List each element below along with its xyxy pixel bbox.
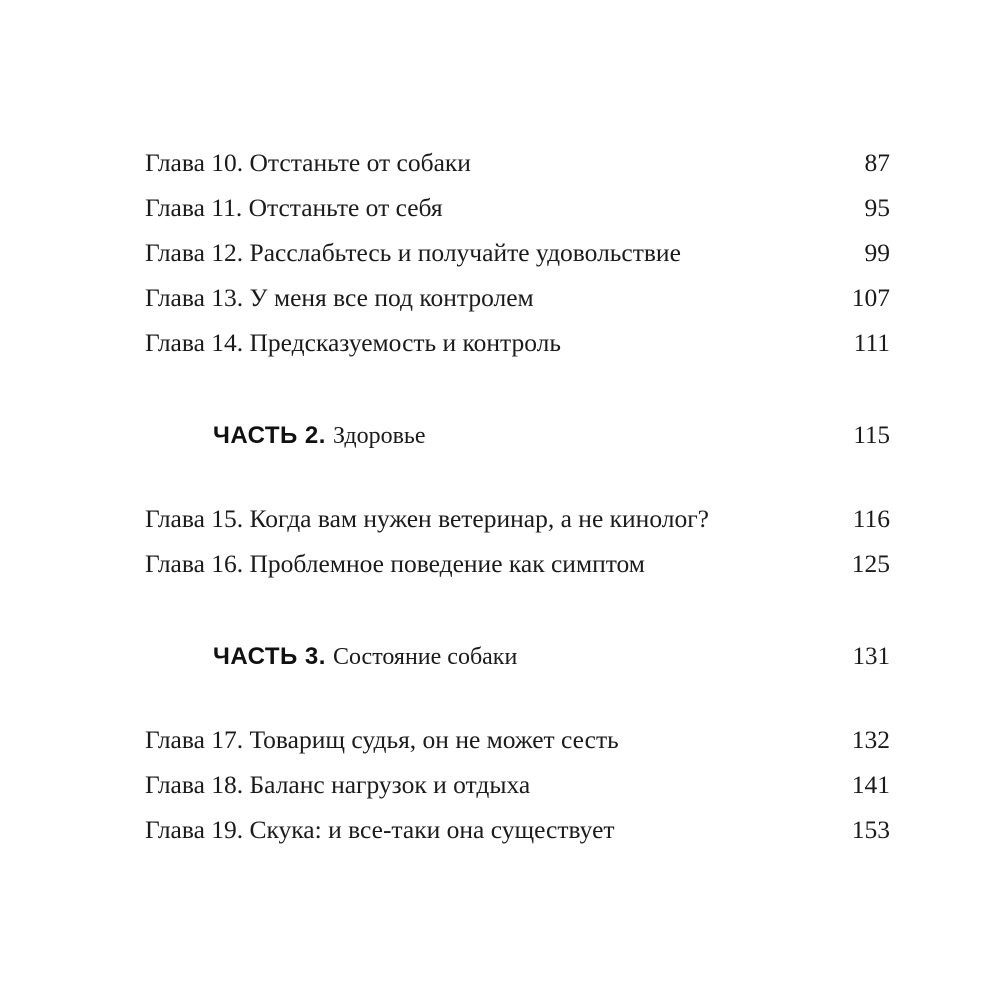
toc-entry[interactable] xyxy=(145,717,890,762)
toc-entry-page: 107 xyxy=(851,283,890,312)
toc-part-title: ЧАСТЬ 3. xyxy=(213,643,326,670)
toc-part-label xyxy=(213,413,426,459)
toc-entry-page: 141 xyxy=(851,770,890,799)
toc-entry-label: Глава 19. Скука: и все-таки она существует xyxy=(145,815,615,844)
toc-entry[interactable] xyxy=(145,185,890,230)
toc-entry-page: 99 xyxy=(864,238,890,267)
section-spacer xyxy=(145,586,890,634)
toc-entry-label: Глава 10. Отстаньте от собаки xyxy=(145,148,471,177)
toc-entry-label: Глава 17. Товарищ судья, он не может сесть xyxy=(145,725,619,754)
toc-entry-label: Глава 11. Отстаньте от себя xyxy=(145,193,443,222)
toc-entry-label: Глава 15. Когда вам нужен ветеринар, а не кинолог? xyxy=(145,504,709,533)
toc-entry-label: Глава 14. Предсказуемость и контроль xyxy=(145,328,562,357)
toc-part-title: ЧАСТЬ 2. xyxy=(213,422,326,449)
section-spacer xyxy=(145,365,890,413)
section-spacer xyxy=(145,458,890,496)
table-of-contents xyxy=(145,140,890,852)
toc-part-name: Здоровье xyxy=(332,423,426,449)
toc-entry-page: 132 xyxy=(851,725,890,754)
toc-entry[interactable] xyxy=(145,140,890,185)
toc-entry-page: 111 xyxy=(853,328,890,357)
toc-part-heading[interactable] xyxy=(145,634,890,679)
toc-entry-label: Глава 12. Расслабьтесь и получайте удовольствие xyxy=(145,238,681,267)
toc-part-page: 131 xyxy=(852,643,890,670)
toc-entry-label: Глава 18. Баланс нагрузок и отдыха xyxy=(145,770,531,799)
toc-entry[interactable] xyxy=(145,541,890,586)
toc-entry-page: 125 xyxy=(851,549,890,578)
section-spacer xyxy=(145,679,890,717)
toc-entry-page: 116 xyxy=(852,504,890,533)
toc-entry-page: 87 xyxy=(864,148,890,177)
toc-entry[interactable] xyxy=(145,496,890,541)
toc-entry[interactable] xyxy=(145,230,890,275)
toc-entry-label: Глава 13. У меня все под контролем xyxy=(145,283,534,312)
toc-entry-page: 95 xyxy=(864,193,890,222)
toc-entry-page: 153 xyxy=(851,815,890,844)
toc-entry[interactable] xyxy=(145,320,890,365)
toc-part-heading[interactable] xyxy=(145,413,890,458)
toc-entry[interactable] xyxy=(145,807,890,852)
toc-part-page: 115 xyxy=(853,422,890,449)
toc-part-name: Состояние собаки xyxy=(332,644,518,670)
toc-entry-label: Глава 16. Проблемное поведение как симптом xyxy=(145,549,645,578)
toc-entry[interactable] xyxy=(145,762,890,807)
toc-entry[interactable] xyxy=(145,275,890,320)
toc-part-label xyxy=(213,634,517,680)
